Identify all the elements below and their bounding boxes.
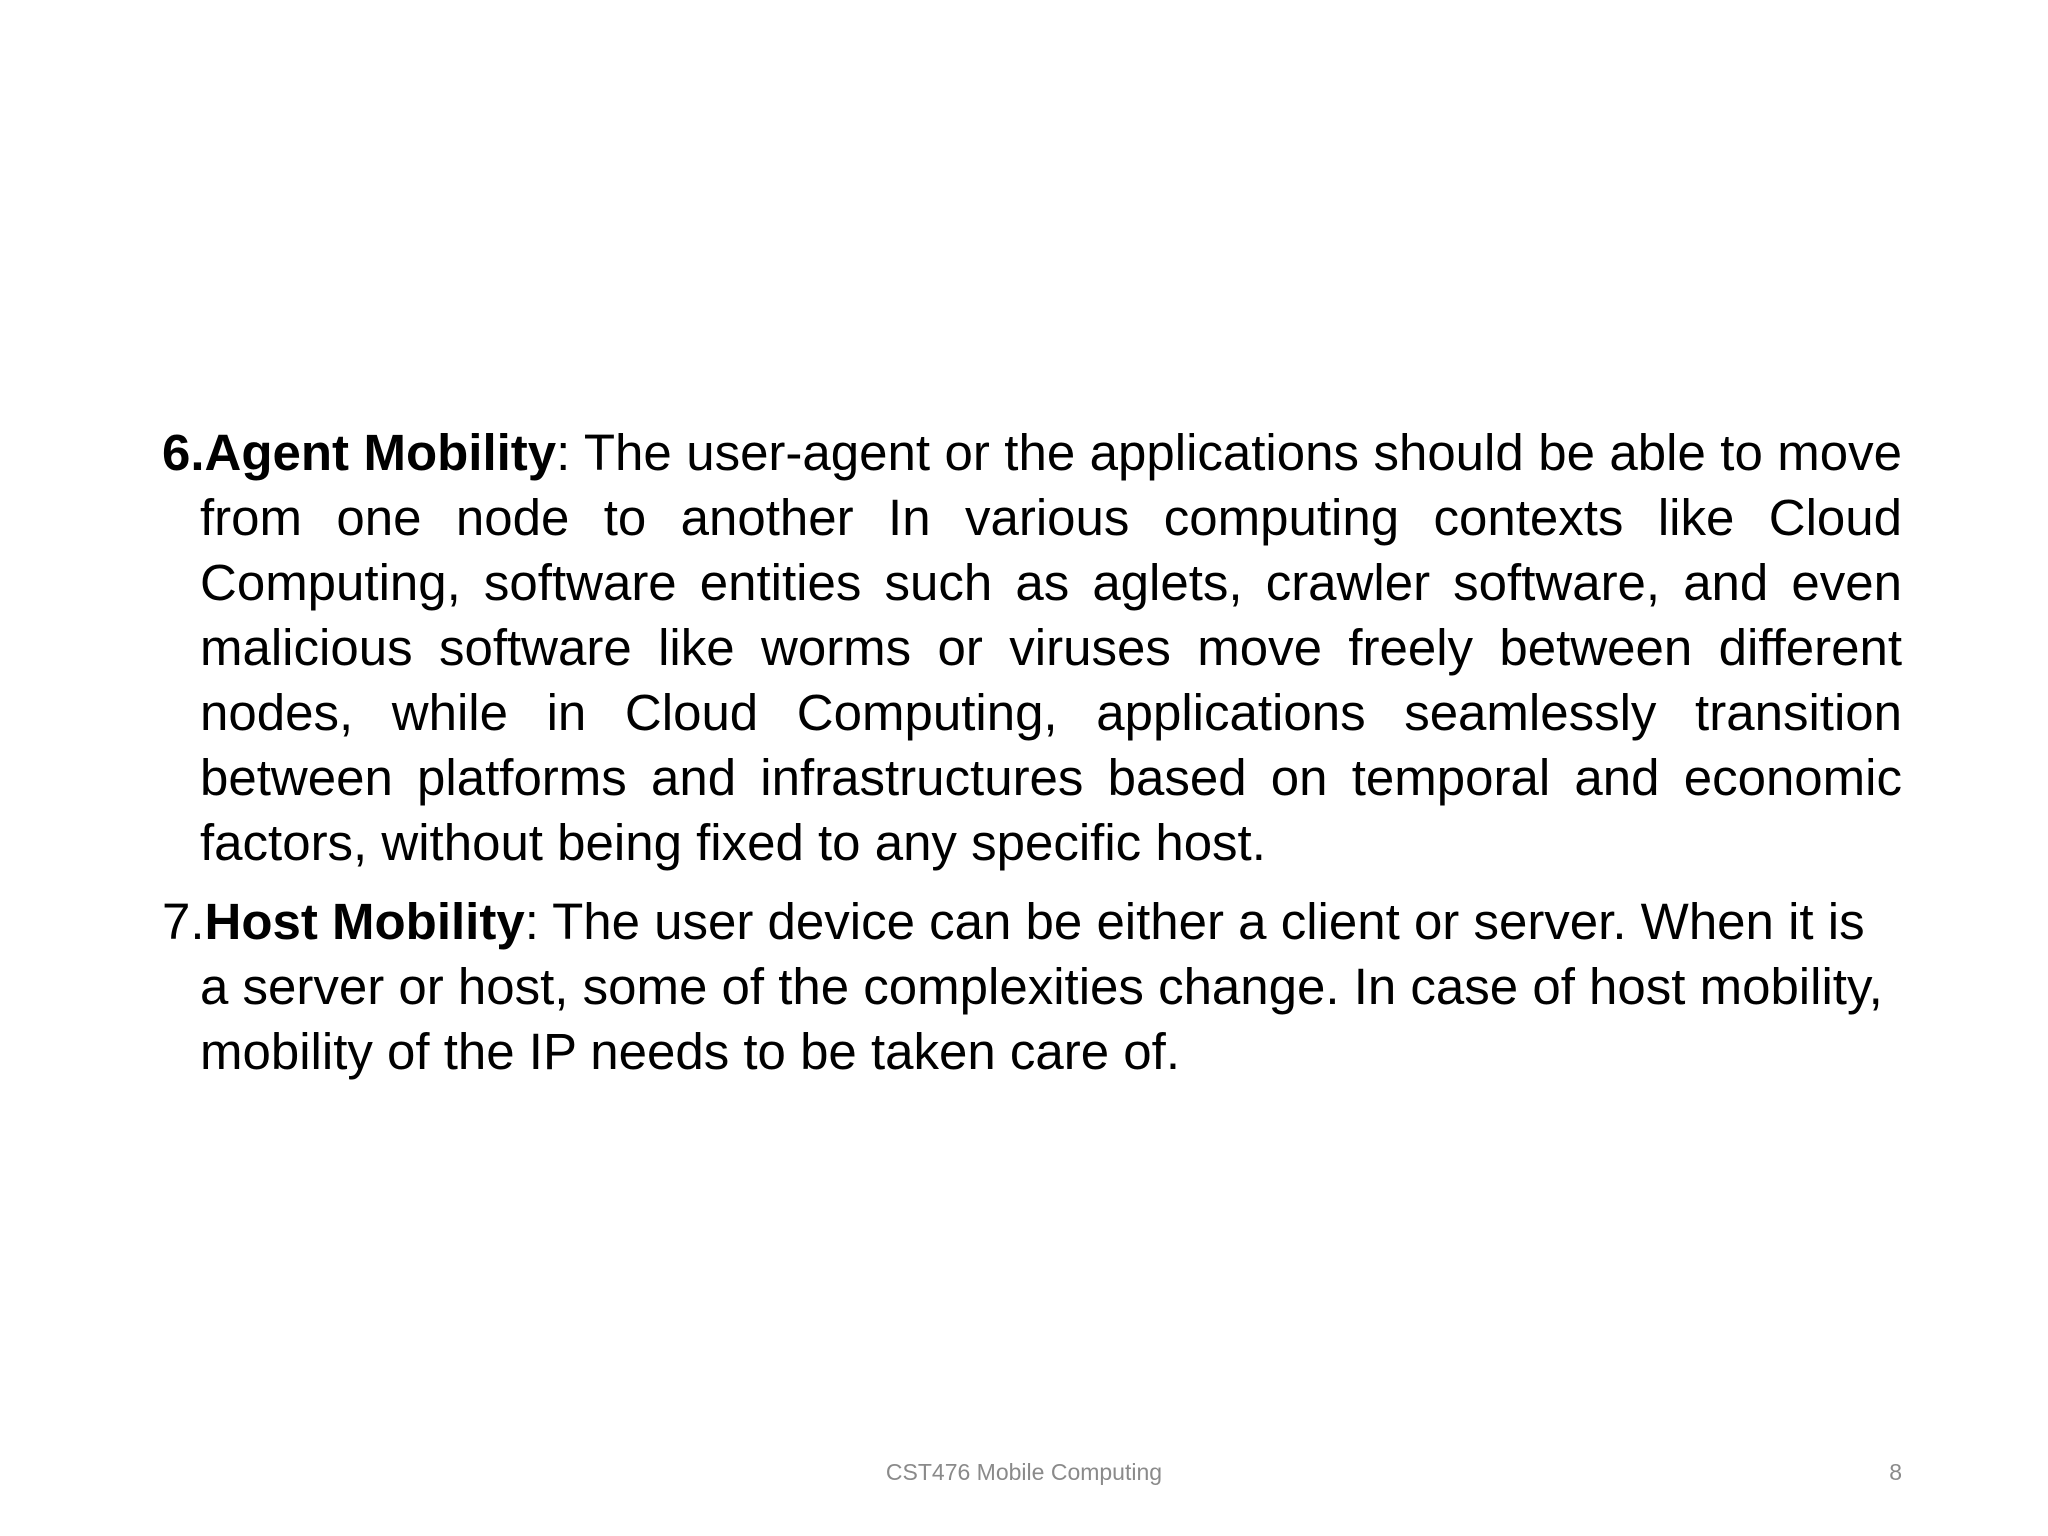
item-term: Host Mobility — [204, 893, 525, 950]
list-item-host-mobility — [162, 889, 1902, 1084]
list-item-agent-mobility — [162, 420, 1902, 875]
item-term: Agent Mobility — [204, 424, 557, 481]
item-number: 7. — [162, 893, 205, 950]
slide-body — [162, 420, 1902, 1098]
item-text: The user device can be either a client or server. When it is a server or host, some of the complexities change. In case of host mobility, mobility of the IP needs to be taken care of. — [200, 893, 1883, 1080]
footer-course: CST476 Mobile Computing — [885, 1459, 1163, 1485]
footer-page-number: 8 — [1889, 1459, 1902, 1485]
item-number: 6. — [162, 424, 205, 481]
item-separator: : — [556, 424, 584, 481]
item-separator: : — [524, 893, 553, 950]
item-text: The user-agent or the applications should be able to move from one node to another In various computing contexts like Cloud Computing, software entities such as aglets, crawler software, and even malicious software like worms or viruses move freely between different nodes, while in Cloud Computing, applications seamlessly transition between platforms and infrastructures based on temporal and economic factors, without being fixed to any specific host. — [200, 424, 1902, 871]
